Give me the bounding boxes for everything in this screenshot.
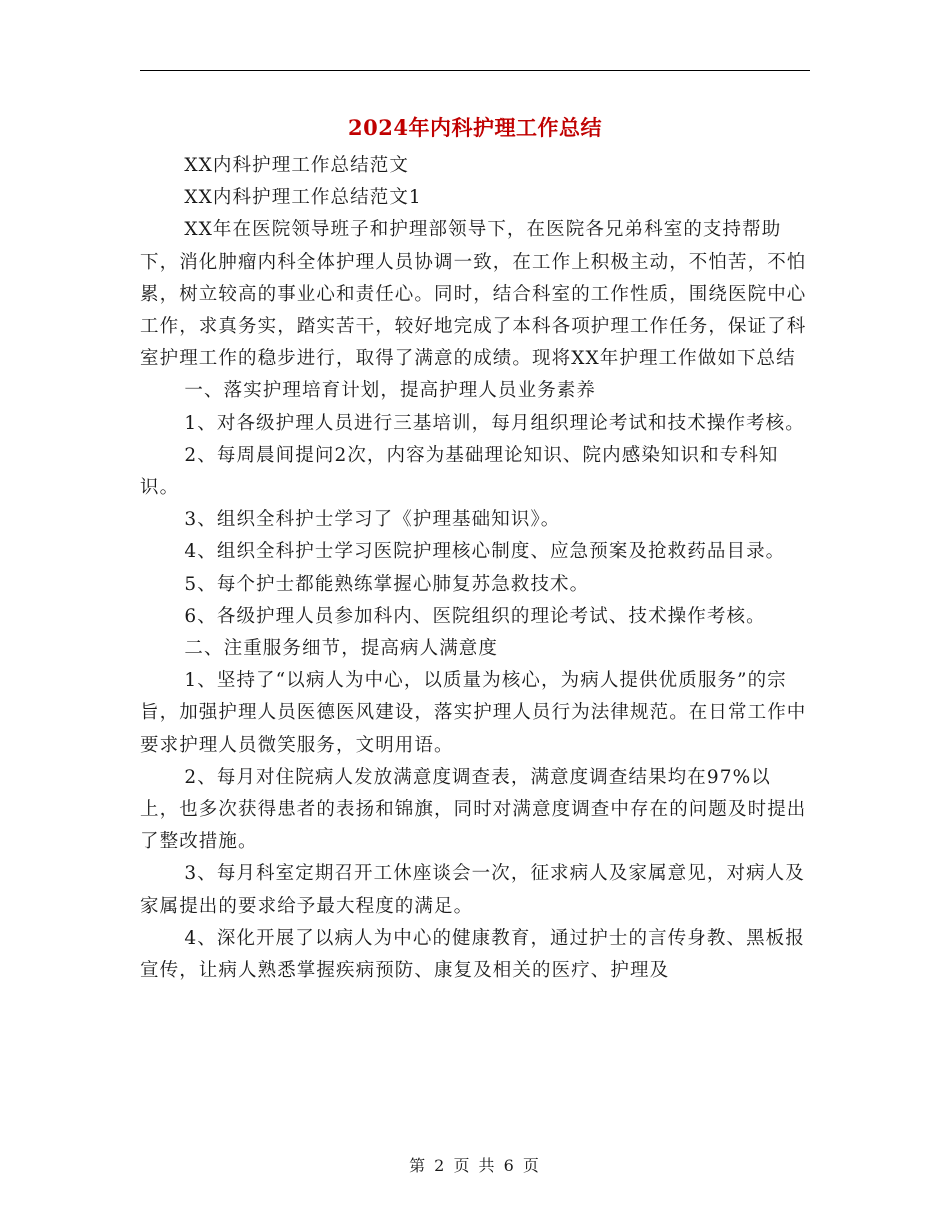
section-heading: 一、落实护理培育计划，提高护理人员业务素养	[184, 380, 596, 402]
paragraph: XX内科护理工作总结范文	[184, 155, 409, 176]
page-number-footer: 第 2 页 共 6 页	[409, 1156, 541, 1175]
paragraph: 3、每月科室定期召开工休座谈会一次，征求病人及家属意见，对病人及家属提出的要求给予最大程度的满足。	[140, 863, 805, 917]
paragraph: XX年在医院领导班子和护理部领导下，在医院各兄弟科室的支持帮助下，消化肿瘤内科全体护理人员协调一致，在工作上积极主动，不怕苦，不怕累，树立较高的事业心和责任心。同时，结合科室的工作性质，围绕医院中心工作，求真务实，踏实苦干，较好地完成了本科各项护理工作任务，保证了科室护理工作的稳步进行，取得了满意的成绩。现将XX年护理工作做如下总结	[140, 219, 807, 370]
paragraph: 1、坚持了“以病人为中心，以质量为核心，为病人提供优质服务”的宗旨，加强护理人员医德医风建设，落实护理人员行为法律规范。在日常工作中要求护理人员微笑服务，文明用语。	[140, 670, 807, 756]
paragraph: 4、组织全科护士学习医院护理核心制度、应急预案及抢救药品目录。	[184, 541, 786, 563]
document-title: 2024年内科护理工作总结	[348, 115, 602, 140]
paragraph: 5、每个护士都能熟练掌握心肺复苏急救技术。	[184, 573, 590, 595]
paragraph: 3、组织全科护士学习了《护理基础知识》。	[184, 509, 561, 531]
paragraph: XX内科护理工作总结范文1	[184, 187, 422, 209]
section-heading: 二、注重服务细节，提高病人满意度	[184, 638, 498, 660]
paragraph: 2、每月对住院病人发放满意度调查表，满意度调查结果均在97%以上，也多次获得患者的表扬和锦旗，同时对满意度调查中存在的问题及时提出了整改措施。	[140, 766, 807, 853]
paragraph: 1、对各级护理人员进行三基培训，每月组织理论考试和技术操作考核。	[184, 412, 805, 434]
document-body	[140, 150, 810, 987]
paragraph: 6、各级护理人员参加科内、医院组织的理论考试、技术操作考核。	[184, 605, 766, 627]
header-rule	[140, 70, 810, 71]
paragraph: 2、每周晨间提问2次，内容为基础理论知识、院内感染知识和专科知识。	[140, 444, 779, 499]
paragraph: 4、深化开展了以病人为中心的健康教育，通过护士的言传身教、黑板报宣传，让病人熟悉掌握疾病预防、康复及相关的医疗、护理及	[140, 927, 805, 982]
